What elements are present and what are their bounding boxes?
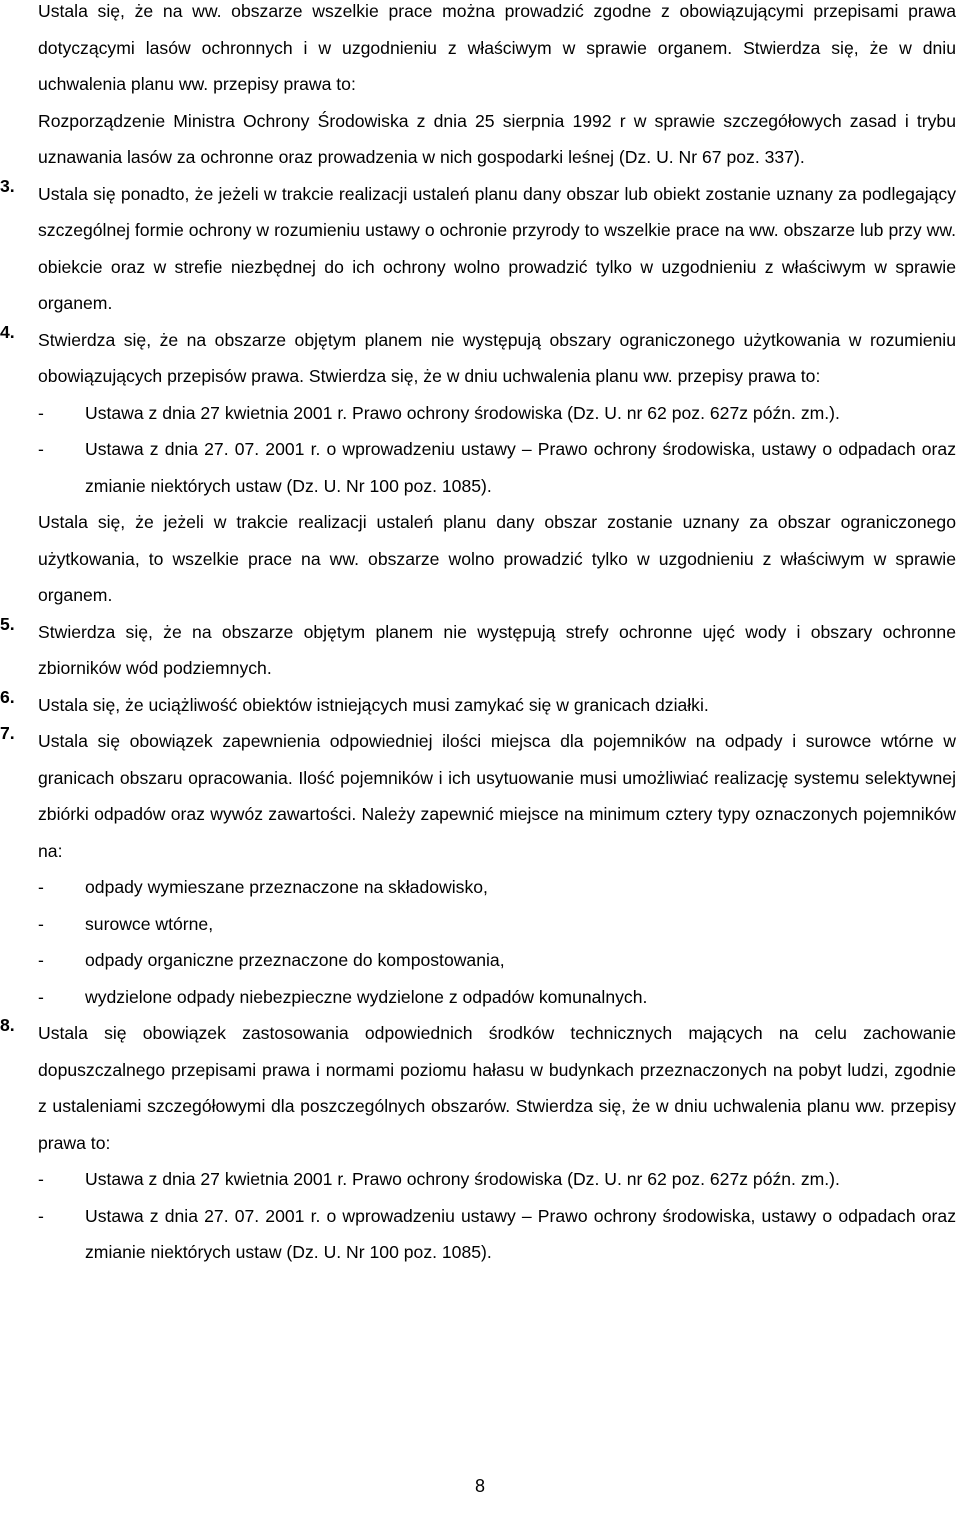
item-after-text: Ustala się, że jeżeli w trakcie realizacji ustaleń planu dany obszar zostanie uznany za obszar ograniczonego użytkowania, to wszelkie prace na ww. obszarze wolno prowadzić tylko w uzgodnieniu z właściwym w sprawie organem. <box>38 512 956 605</box>
list-item <box>0 613 956 687</box>
bullet-text: Ustawa z dnia 27. 07. 2001 r. o wprowadzeniu ustawy – Prawo ochrony środowiska, ustawy o odpadach oraz zmianie niektórych ustaw (Dz. U. Nr 100 poz. 1085). <box>85 439 956 496</box>
bullet-item <box>38 1161 956 1198</box>
dash-marker: - <box>38 402 44 423</box>
list-item <box>0 175 956 322</box>
dash-marker: - <box>38 950 44 970</box>
item-number: 5. <box>0 613 15 634</box>
dash-marker: - <box>38 877 44 897</box>
intro-section <box>38 0 956 176</box>
bullet-item <box>38 906 956 943</box>
bullet-item <box>38 431 956 504</box>
bullet-text: Ustawa z dnia 27 kwietnia 2001 r. Prawo ochrony środowiska (Dz. U. nr 62 poz. 627z późn. zm.). <box>85 1169 840 1189</box>
regulation-paragraph: Rozporządzenie Ministra Ochrony Środowiska z dnia 25 sierpnia 1992 r w sprawie szczegółowych zasad i trybu uznawania lasów za ochronne oraz prowadzenia w nich gospodarki leśnej (Dz. U. Nr 67 poz. 337). <box>38 110 956 167</box>
bullet-item <box>38 979 956 1016</box>
bullet-item <box>38 869 956 906</box>
dash-marker: - <box>38 1169 44 1189</box>
bullet-list <box>38 1161 956 1271</box>
bullet-text: odpady organiczne przeznaczone do kompostowania, <box>85 950 505 970</box>
intro-paragraph: Ustala się, że na ww. obszarze wszelkie prace można prowadzić zgodne z obowiązującymi przepisami prawa dotyczącymi lasów ochronnych i w uzgodnieniu z właściwym w sprawie organem. Stwierdza się, że w dniu uchwalenia planu ww. przepisy prawa to: <box>38 1 956 94</box>
item-text: Stwierdza się, że na obszarze objętym planem nie występują obszary ograniczonego użytkowania w rozumieniu obowiązujących przepisów prawa. Stwierdza się, że w dniu uchwalenia planu ww. przepisy prawa to: <box>38 329 956 386</box>
dash-marker: - <box>38 1205 44 1226</box>
list-item <box>0 686 956 724</box>
item-number: 3. <box>0 175 15 196</box>
bullet-text: Ustawa z dnia 27 kwietnia 2001 r. Prawo ochrony środowiska (Dz. U. nr 62 poz. 627z późn. zm.). <box>85 402 840 423</box>
bullet-list <box>38 395 956 505</box>
item-number: 6. <box>0 686 15 707</box>
bullet-text: odpady wymieszane przeznaczone na składowisko, <box>85 877 488 897</box>
dash-marker: - <box>38 913 44 934</box>
dash-marker: - <box>38 439 44 459</box>
dash-marker: - <box>38 986 44 1007</box>
bullet-list <box>38 869 956 1015</box>
bullet-text: Ustawa z dnia 27. 07. 2001 r. o wprowadzeniu ustawy – Prawo ochrony środowiska, ustawy o odpadach oraz zmianie niektórych ustaw (Dz. U. Nr 100 poz. 1085). <box>85 1205 956 1262</box>
list-item <box>0 1015 956 1271</box>
list-item <box>0 321 956 614</box>
item-text: Stwierdza się, że na obszarze objętym planem nie występują strefy ochronne ujęć wody i obszary ochronne zbiorników wód podziemnych. <box>38 621 956 678</box>
bullet-item <box>38 395 956 432</box>
item-text: Ustala się ponadto, że jeżeli w trakcie realizacji ustaleń planu dany obszar lub obiekt zostanie uznany za podlegający szczególnej formie ochrony w rozumieniu ustawy o ochronie przyrody to wszelkie prace na ww. obszarze lub przy ww. obiekcie oraz w strefie niezbędnej do ich ochrony wolno prowadzić tylko w uzgodnieniu z właściwym w sprawie organem. <box>38 183 956 313</box>
item-number: 7. <box>0 723 15 743</box>
item-text: Ustala się obowiązek zapewnienia odpowiedniej ilości miejsca dla pojemników na odpady i surowce wtórne w granicach obszaru opracowania. Ilość pojemników i ich usytuowanie musi umożliwiać realizację systemu selektywnej zbiórki odpadów oraz wywóz zawartości. Należy zapewnić miejsce na minimum cztery typy oznaczonych pojemników na: <box>38 731 956 861</box>
item-text: Ustala się obowiązek zastosowania odpowiednich środków technicznych mających na celu zachowanie dopuszczalnego przepisami prawa i normami poziomu hałasu w budynkach przeznaczonych na pobyt ludzi, zgodnie z ustaleniami szczegółowymi dla poszczególnych obszarów. Stwierdza się, że w dniu uchwalenia planu ww. przepisy prawa to: <box>38 1023 956 1153</box>
item-number: 4. <box>0 321 15 342</box>
item-number: 8. <box>0 1015 15 1035</box>
bullet-item <box>38 942 956 979</box>
page-number: 8 <box>474 1476 485 1496</box>
list-item <box>0 723 956 1015</box>
bullet-item <box>38 1198 956 1271</box>
item-text: Ustala się, że uciążliwość obiektów istniejących musi zamykać się w granicach działki. <box>38 694 709 715</box>
bullet-text: surowce wtórne, <box>85 913 214 934</box>
bullet-text: wydzielone odpady niebezpieczne wydzielone z odpadów komunalnych. <box>85 986 648 1007</box>
